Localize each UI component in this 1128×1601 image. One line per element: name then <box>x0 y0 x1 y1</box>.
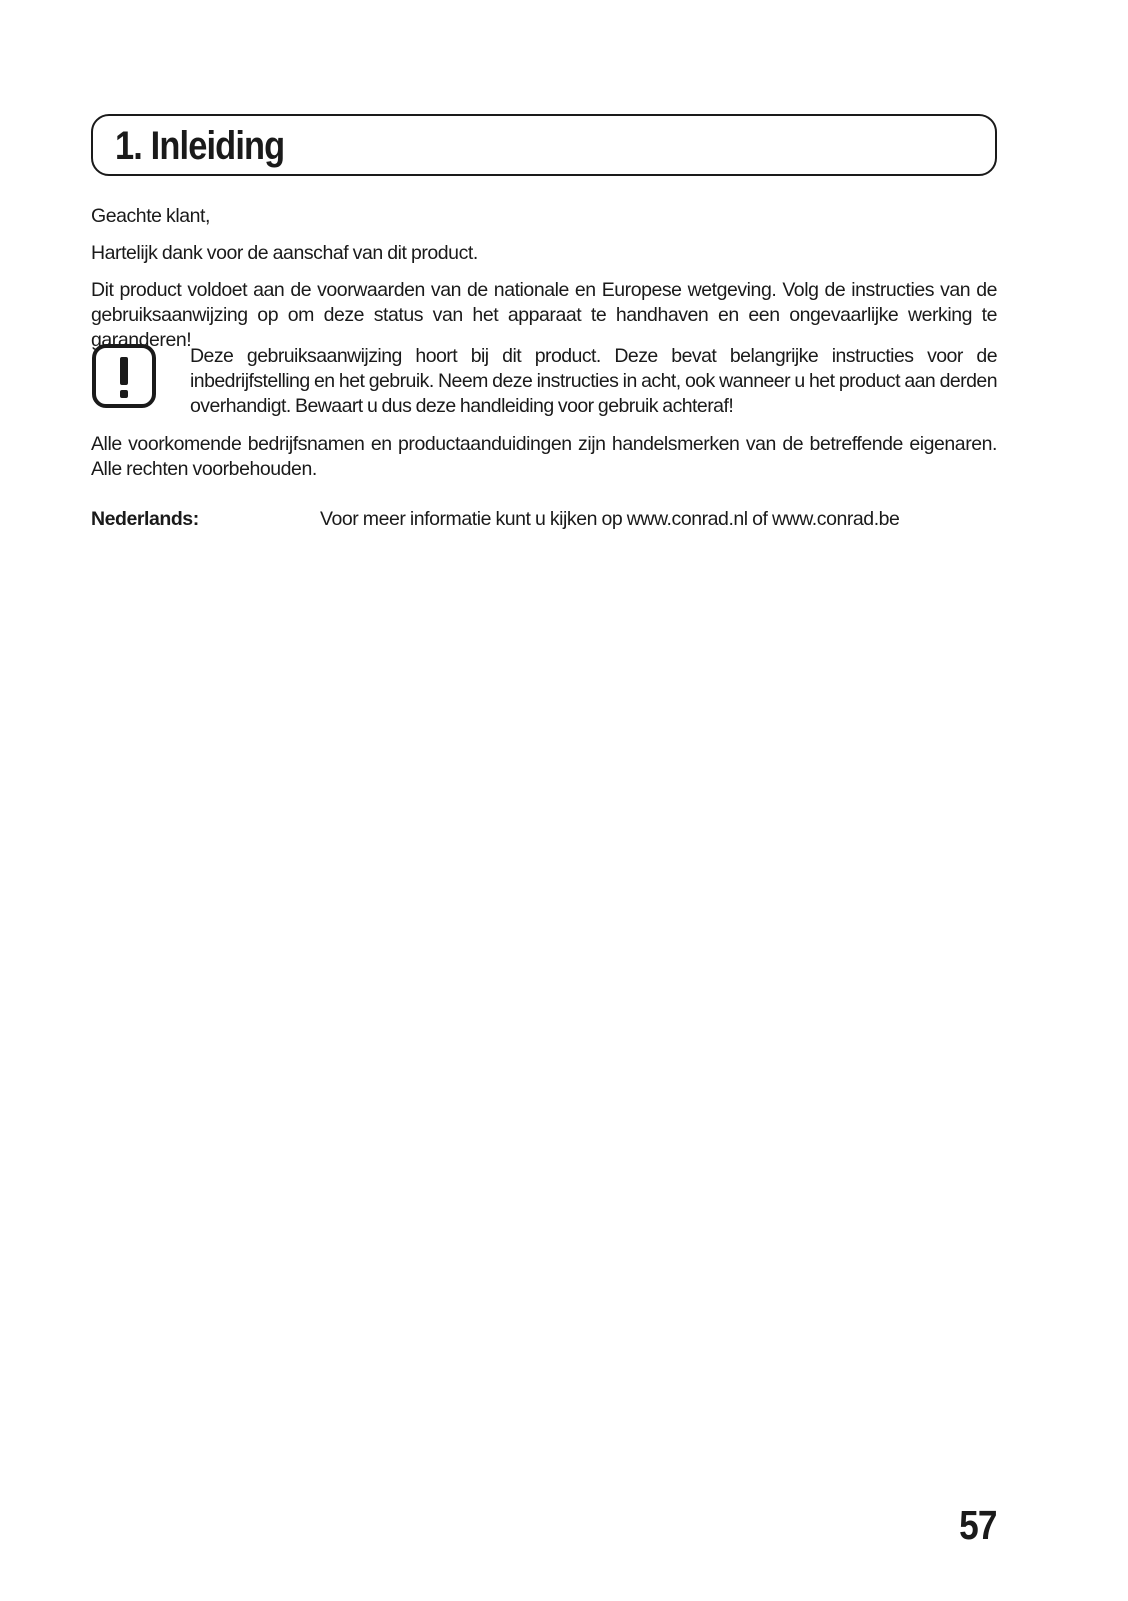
section-title: 1. Inleiding <box>115 124 285 168</box>
language-label: Nederlands: <box>91 508 199 530</box>
exclamation-warning-icon <box>92 344 156 408</box>
greeting-paragraph: Geachte klant, <box>91 205 210 227</box>
section-heading-box <box>91 114 997 176</box>
compliance-paragraph: Dit product voldoet aan de voorwaarden van de nationale en Europese wetgeving. Volg de instructies van de gebruiksaanwijzing op om deze status van het apparaat te handhaven en een ongevaarlijke werking te garanderen! <box>91 279 997 351</box>
thanks-paragraph: Hartelijk dank voor de aanschaf van dit product. <box>91 242 478 264</box>
notice-paragraph: Deze gebruiksaanwijzing hoort bij dit product. Deze bevat belangrijke instructies voor de inbedrijfstelling en het gebruik. Neem deze instructies in acht, ook wanneer u het product aan derden overhandigt. Bewaart u dus deze handleiding voor gebruik achteraf! <box>190 345 997 417</box>
page-number: 57 <box>959 1502 997 1548</box>
trademark-paragraph: Alle voorkomende bedrijfsnamen en productaanduidingen zijn handelsmerken van de betreffende eigenaren. Alle rechten voorbehouden. <box>91 433 997 480</box>
language-info-text: Voor meer informatie kunt u kijken op www.conrad.nl of www.conrad.be <box>320 508 900 530</box>
